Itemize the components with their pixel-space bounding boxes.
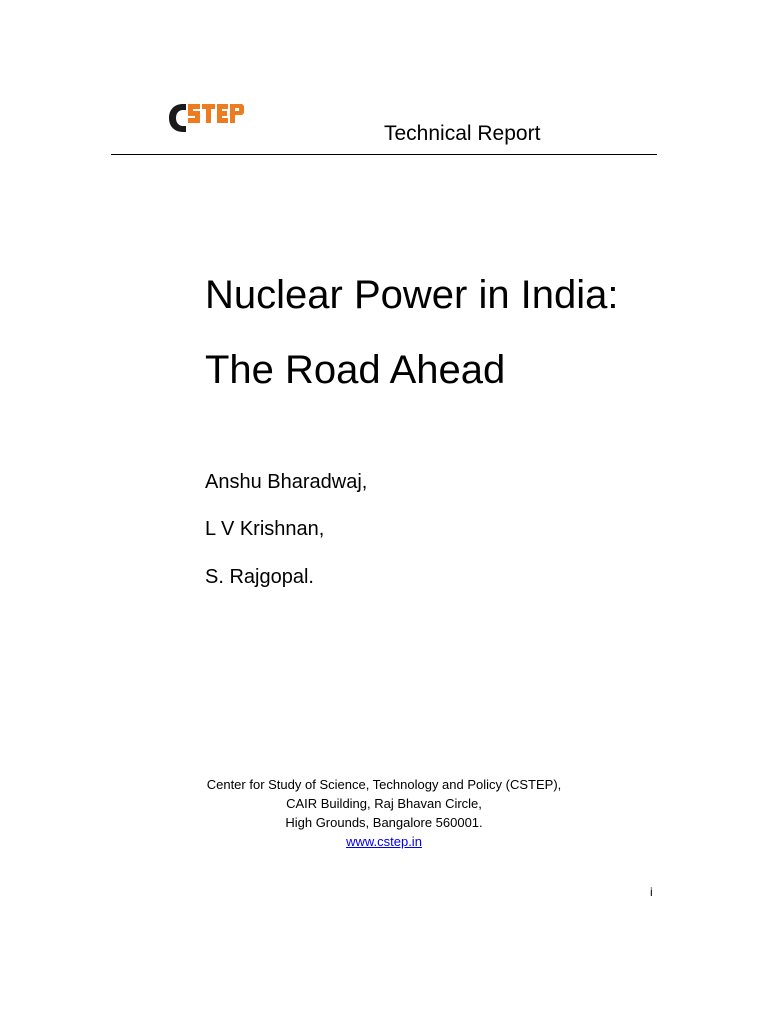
page-number: i: [650, 885, 653, 899]
cstep-logo: [166, 98, 250, 136]
author-3: S. Rajgopal.: [205, 566, 314, 588]
address-line-1: Center for Study of Science, Technology and Policy (CSTEP),: [206, 777, 562, 792]
institution-address: [184, 775, 584, 851]
author-1: Anshu Bharadwaj,: [205, 471, 368, 493]
report-type-label: Technical Report: [384, 122, 541, 145]
address-line-3: High Grounds, Bangalore 560001.: [285, 815, 483, 830]
author-2: L V Krishnan,: [205, 518, 325, 540]
document-title-line-2: The Road Ahead: [205, 348, 506, 392]
document-title-line-1: Nuclear Power in India:: [205, 273, 619, 317]
header-divider: [111, 154, 657, 155]
website-link[interactable]: www.cstep.in: [346, 834, 422, 849]
address-line-2: CAIR Building, Raj Bhavan Circle,: [286, 796, 482, 811]
